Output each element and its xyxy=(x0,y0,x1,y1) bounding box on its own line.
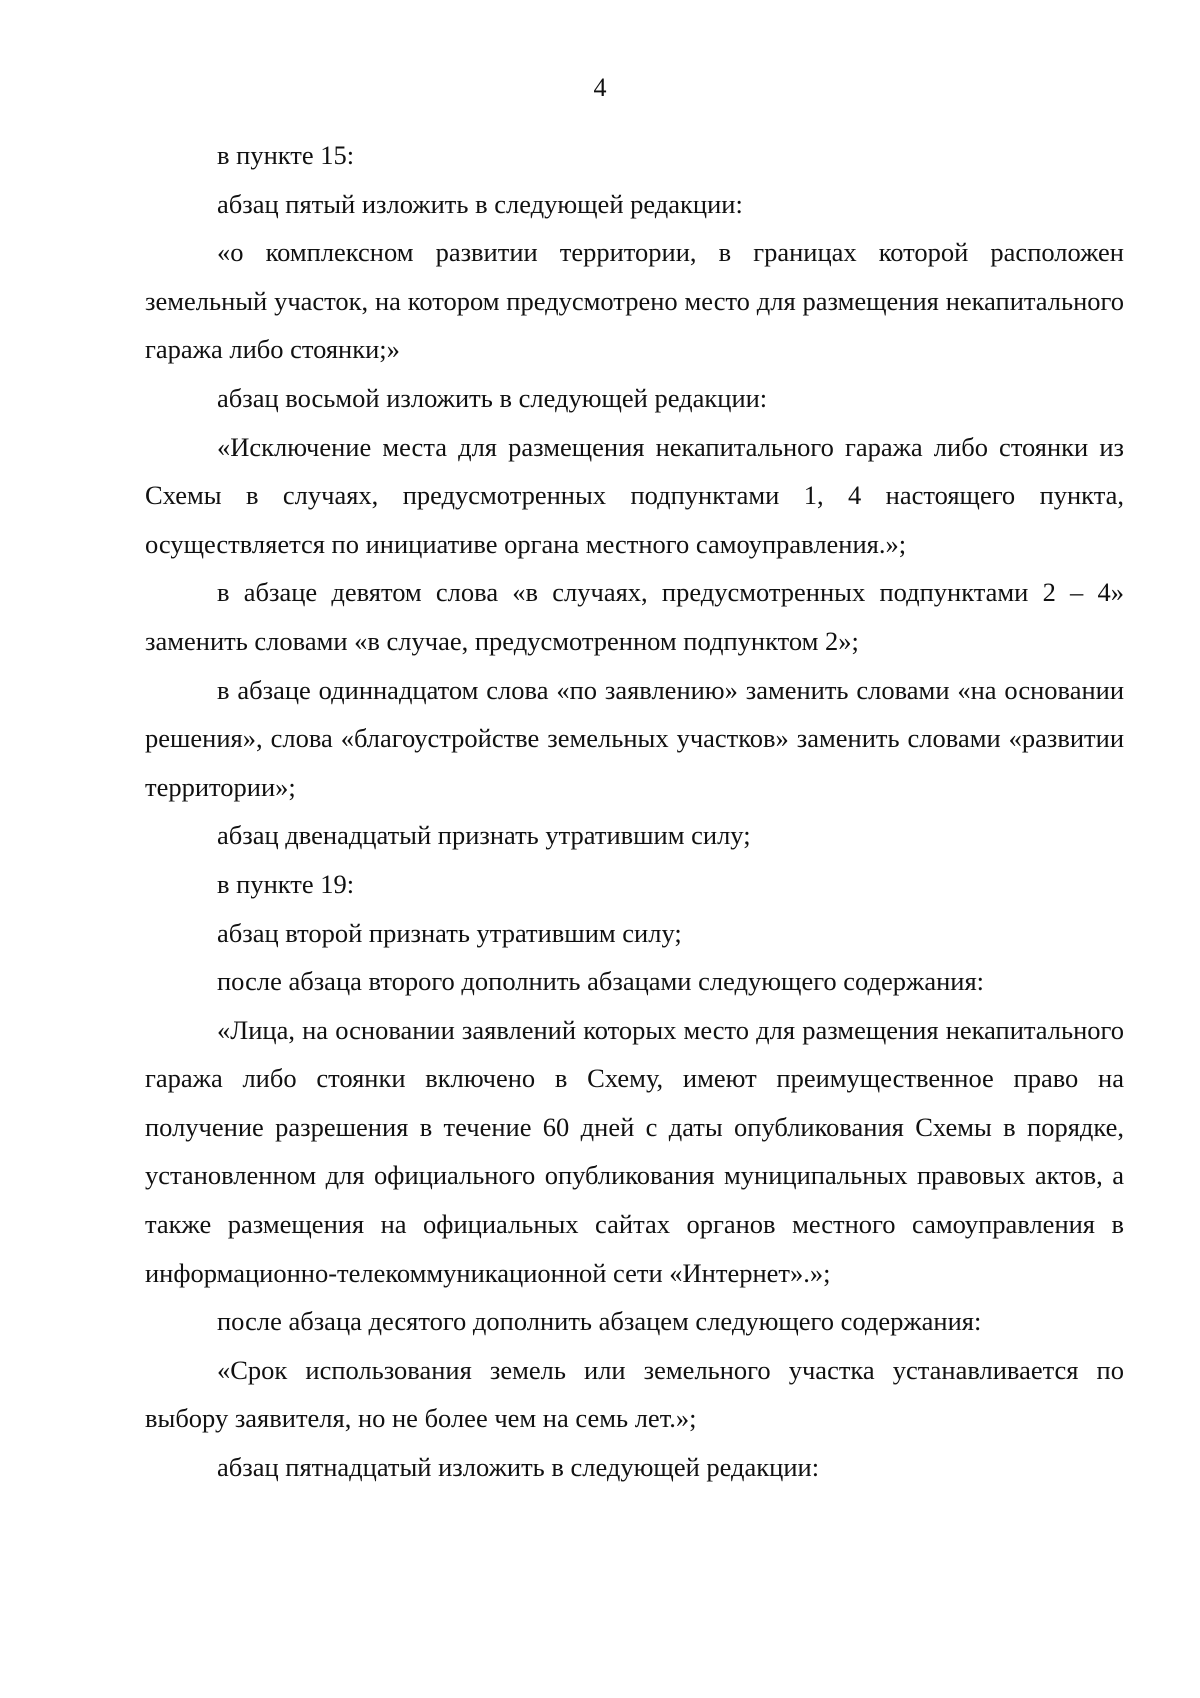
paragraph: после абзаца десятого дополнить абзацем следующего содержания: xyxy=(217,1306,982,1337)
paragraph: в пункте 19: xyxy=(217,868,355,899)
paragraph: в абзаце одиннадцатом слова «по заявлению» заменить словами «на основании решения», слова «благоустройстве земельных участков» заменить словами «развитии территории»; xyxy=(145,674,1124,802)
paragraph: после абзаца второго дополнить абзацами следующего содержания: xyxy=(217,966,985,997)
paragraph: абзац пятнадцатый изложить в следующей редакции: xyxy=(217,1452,820,1483)
page-number: 4 xyxy=(593,73,607,102)
paragraph: «Исключение места для размещения некапитального гаража либо стоянки из Схемы в случаях, предусмотренных подпунктами 1, 4 настоящего пункта, осуществляется по инициативе органа местного самоуправления.»; xyxy=(145,431,1124,559)
paragraph: «Срок использования земель или земельного участка устанавливается по выбору заявителя, но не более чем на семь лет.»; xyxy=(145,1354,1124,1434)
paragraph: абзац восьмой изложить в следующей редакции: xyxy=(217,382,768,413)
paragraph: «о комплексном развитии территории, в границах которой расположен земельный участок, на котором предусмотрено место для размещения некапитального гаража либо стоянки;» xyxy=(145,237,1124,365)
paragraph: в абзаце девятом слова «в случаях, предусмотренных подпунктами 2 – 4» заменить словами «в случае, предусмотренном подпунктом 2»; xyxy=(145,577,1124,656)
paragraph: абзац пятый изложить в следующей редакции: xyxy=(217,188,743,219)
paragraph: «Лица, на основании заявлений которых место для размещения некапитального гаража либо стоянки включено в Схему, имеют преимущественное право на получение разрешения в течение 60 дней с даты опубликования Схемы в порядке, установленном для официального опубликования муниципальных правовых актов, а также размещения на официальных сайтах органов местного самоуправления в информационно-телекоммуникационной сети «Интернет».»; xyxy=(145,1014,1124,1288)
document-body xyxy=(145,131,1124,1492)
paragraph: абзац двенадцатый признать утратившим силу; xyxy=(217,820,751,851)
paragraph: абзац второй признать утратившим силу; xyxy=(217,917,682,948)
paragraph: в пункте 15: xyxy=(217,140,355,170)
